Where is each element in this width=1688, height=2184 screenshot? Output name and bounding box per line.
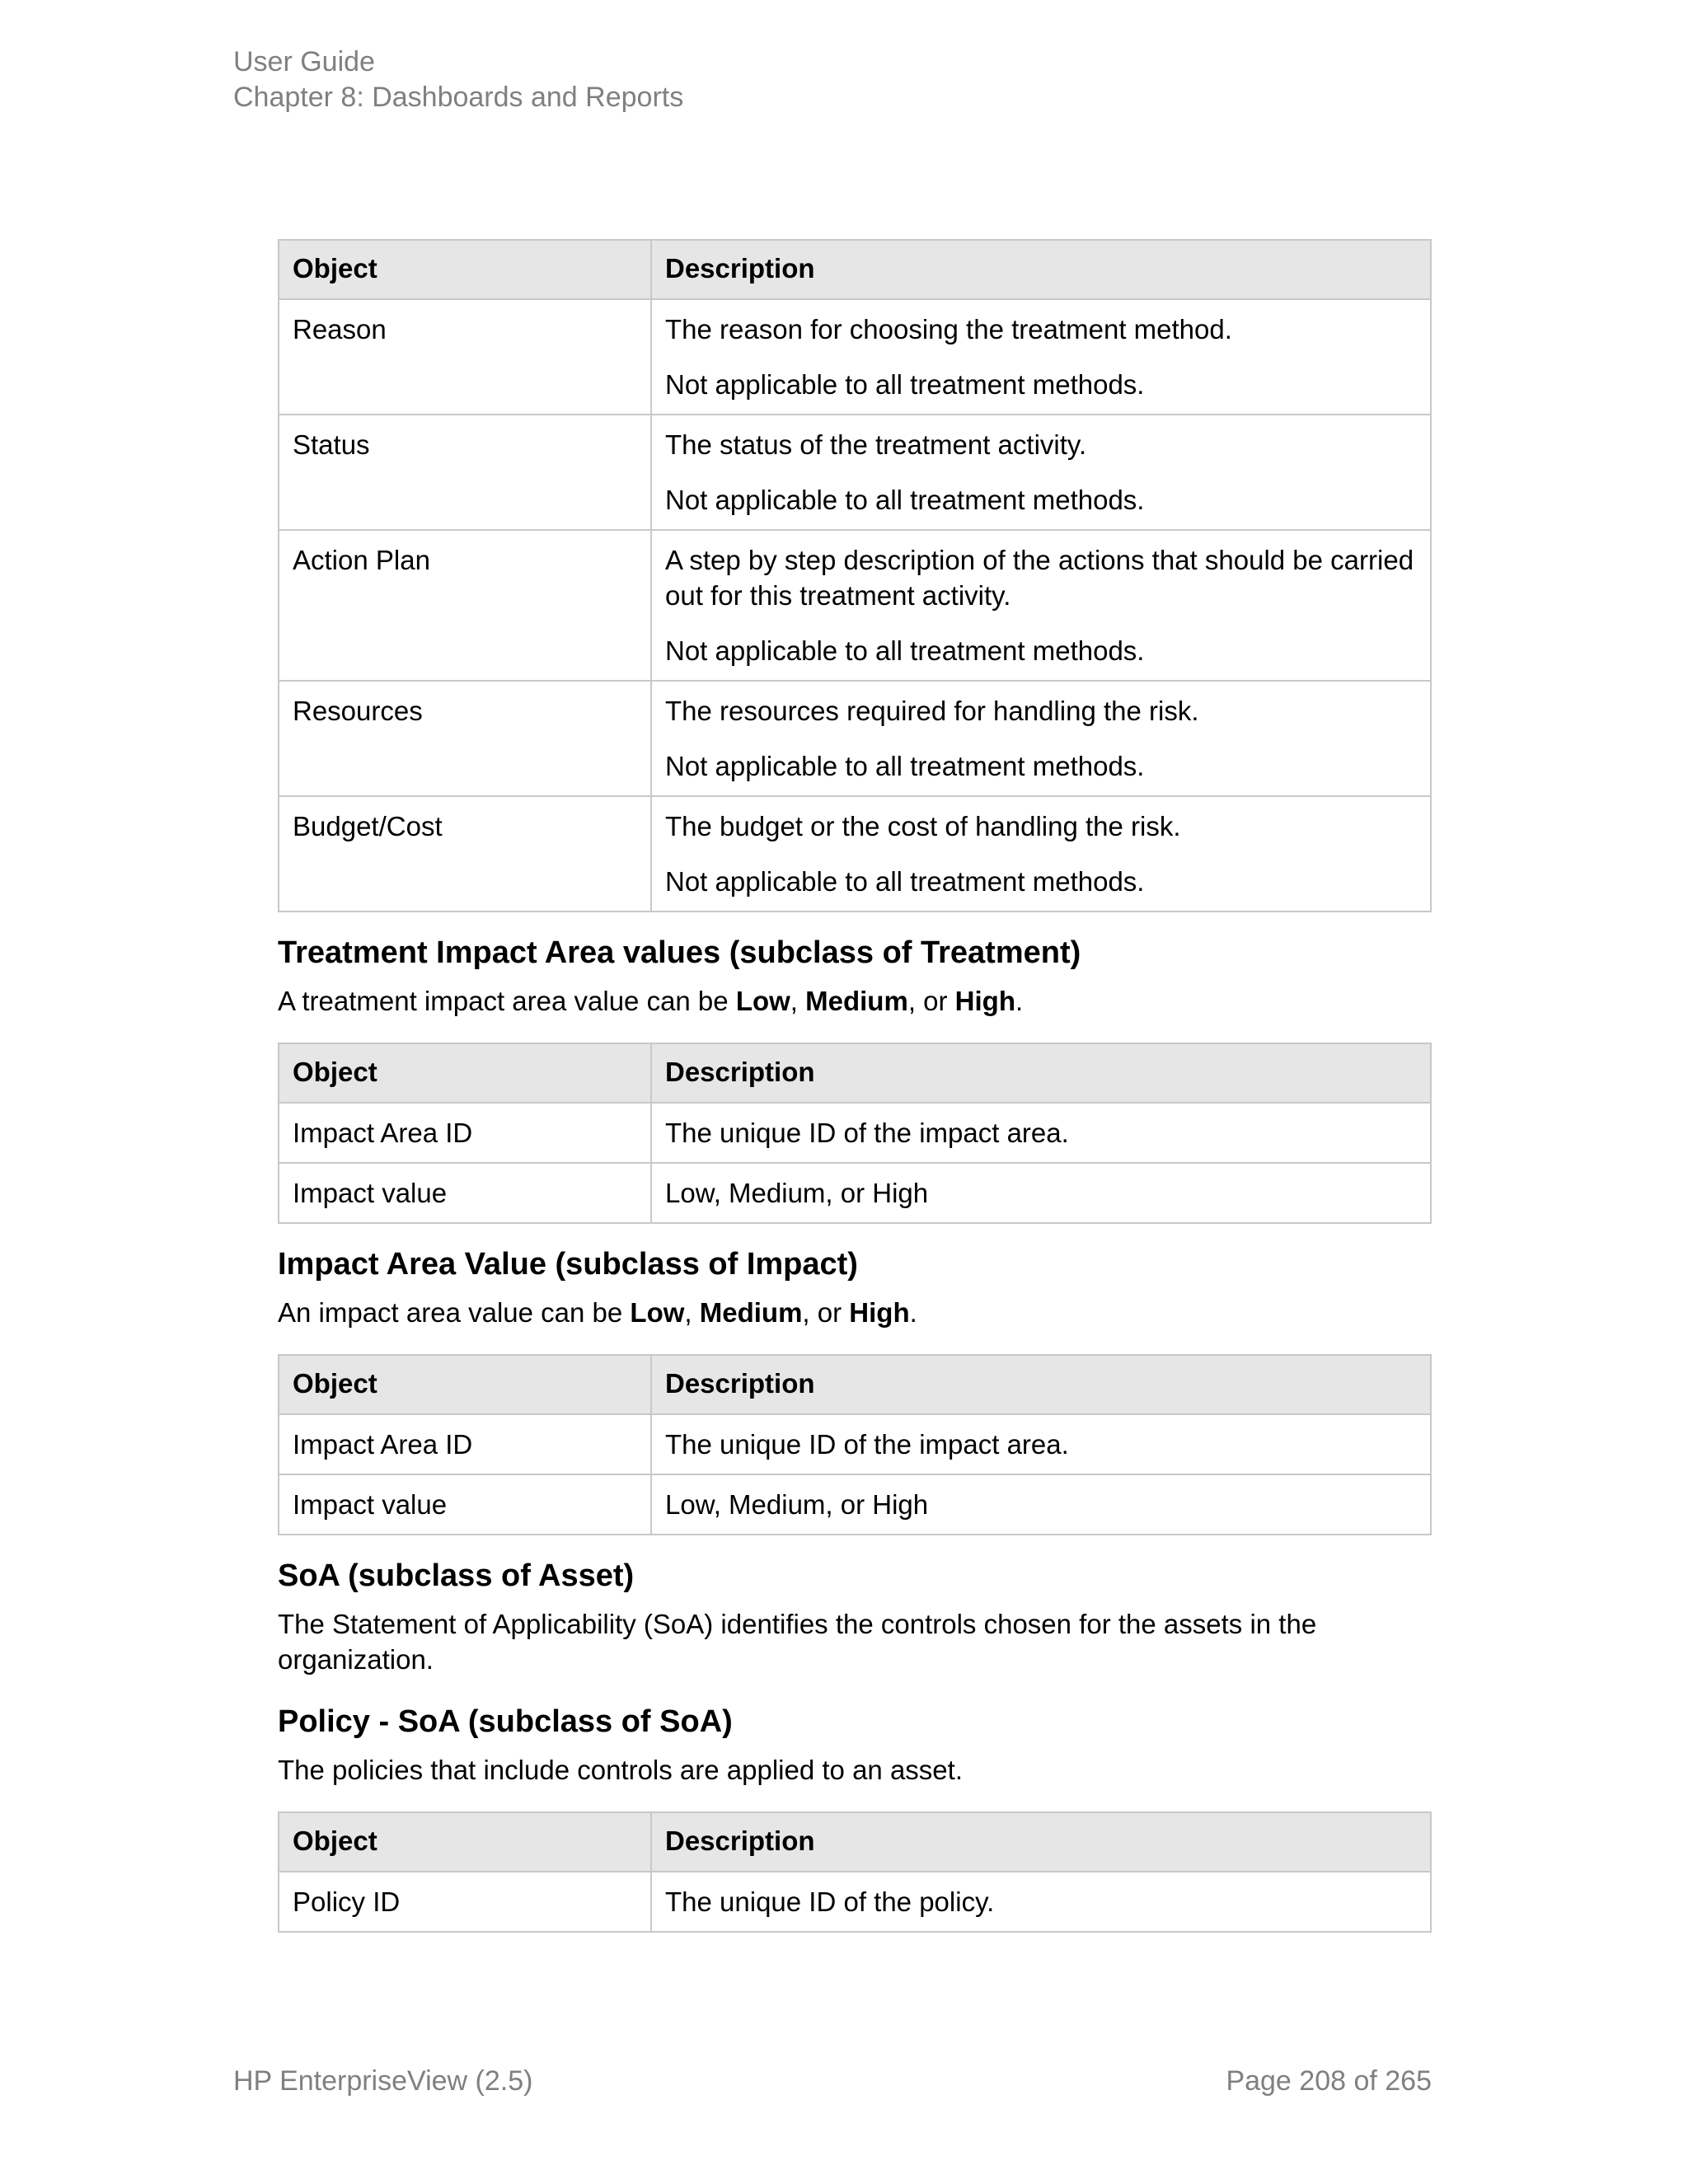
table-header-row: [279, 1812, 1431, 1872]
description-note: Not applicable to all treatment methods.: [665, 369, 1145, 400]
description-note: Not applicable to all treatment methods.: [665, 751, 1145, 781]
object-cell: Reason: [279, 299, 651, 415]
description-text: The status of the treatment activity.: [665, 429, 1087, 460]
page-header: [233, 45, 683, 115]
table-row: [279, 1872, 1431, 1932]
doc-title: User Guide: [233, 46, 375, 77]
column-header-object: Object: [279, 240, 651, 299]
object-cell: Impact value: [279, 1163, 651, 1223]
column-header-description: Description: [651, 240, 1431, 299]
description-note: Not applicable to all treatment methods.: [665, 485, 1145, 515]
section-heading-policy-soa: Policy - SoA (subclass of SoA): [278, 1704, 733, 1739]
intro-separator: ,: [790, 986, 806, 1016]
table-row: [279, 1103, 1431, 1163]
description-text: The reason for choosing the treatment method.: [665, 314, 1232, 344]
intro-end: .: [1015, 986, 1024, 1016]
object-cell: Impact Area ID: [279, 1103, 651, 1163]
object-cell: Resources: [279, 681, 651, 796]
table-row: [279, 796, 1431, 912]
object-cell: Impact value: [279, 1474, 651, 1535]
footer-product: HP EnterpriseView (2.5): [233, 2065, 533, 2097]
page-content: [278, 239, 1432, 1933]
object-cell: Impact Area ID: [279, 1414, 651, 1474]
table-row: [279, 1474, 1431, 1535]
section-text: The Statement of Applicability (SoA) identifies the controls chosen for the assets in the organization.: [278, 1609, 1317, 1675]
object-cell: Status: [279, 415, 651, 530]
value-high: High: [954, 986, 1015, 1016]
section-heading-treatment-impact-area: Treatment Impact Area values (subclass of Treatment): [278, 935, 1081, 970]
column-header-object: Object: [279, 1812, 651, 1872]
value-low: Low: [735, 986, 790, 1016]
table-row: [279, 1163, 1431, 1223]
description-cell: Low, Medium, or High: [651, 1474, 1431, 1535]
table-row: [279, 530, 1431, 681]
description-cell: The unique ID of the impact area.: [651, 1414, 1431, 1474]
intro-text: An impact area value can be: [278, 1297, 631, 1328]
object-cell: Budget/Cost: [279, 796, 651, 912]
chapter-title: Chapter 8: Dashboards and Reports: [233, 82, 684, 113]
column-header-object: Object: [279, 1355, 651, 1414]
policy-soa-table: [278, 1811, 1432, 1933]
section-heading-soa: SoA (subclass of Asset): [278, 1558, 635, 1593]
value-medium: Medium: [805, 986, 908, 1016]
treatment-impact-area-table: [278, 1043, 1432, 1224]
description-text: A step by step description of the actions that should be carried out for this treatment activity.: [665, 545, 1414, 611]
description-note: Not applicable to all treatment methods.: [665, 635, 1145, 666]
description-cell: [651, 299, 1431, 415]
intro-separator: ,: [684, 1297, 700, 1328]
description-cell: [651, 796, 1431, 912]
section-heading-impact-area-value: Impact Area Value (subclass of Impact): [278, 1247, 858, 1282]
table-row: [279, 415, 1431, 530]
description-note: Not applicable to all treatment methods.: [665, 866, 1145, 897]
impact-area-value-table: [278, 1354, 1432, 1535]
section-text: The policies that include controls are applied to an asset.: [278, 1755, 963, 1785]
object-cell: Action Plan: [279, 530, 651, 681]
description-cell: The unique ID of the impact area.: [651, 1103, 1431, 1163]
column-header-description: Description: [651, 1043, 1431, 1103]
column-header-description: Description: [651, 1812, 1431, 1872]
value-high: High: [849, 1297, 910, 1328]
footer-page-number: Page 208 of 265: [1226, 2065, 1432, 2097]
section-intro: [278, 983, 1432, 1019]
value-medium: Medium: [699, 1297, 803, 1328]
table-header-row: [279, 240, 1431, 299]
description-text: The budget or the cost of handling the risk.: [665, 811, 1181, 841]
column-header-description: Description: [651, 1355, 1431, 1414]
column-header-object: Object: [279, 1043, 651, 1103]
description-cell: The unique ID of the policy.: [651, 1872, 1431, 1932]
table-header-row: [279, 1043, 1431, 1103]
description-text: The resources required for handling the risk.: [665, 696, 1199, 726]
description-cell: [651, 530, 1431, 681]
table-header-row: [279, 1355, 1431, 1414]
intro-text: A treatment impact area value can be: [278, 986, 736, 1016]
table-row: [279, 299, 1431, 415]
object-cell: Policy ID: [279, 1872, 651, 1932]
table-row: [279, 1414, 1431, 1474]
intro-separator: , or: [802, 1297, 850, 1328]
section-intro: [278, 1295, 1432, 1330]
description-cell: [651, 415, 1431, 530]
description-cell: Low, Medium, or High: [651, 1163, 1431, 1223]
table-row: [279, 681, 1431, 796]
intro-separator: , or: [907, 986, 955, 1016]
value-low: Low: [630, 1297, 685, 1328]
treatment-fields-table: [278, 239, 1432, 912]
intro-end: .: [909, 1297, 917, 1328]
description-cell: [651, 681, 1431, 796]
